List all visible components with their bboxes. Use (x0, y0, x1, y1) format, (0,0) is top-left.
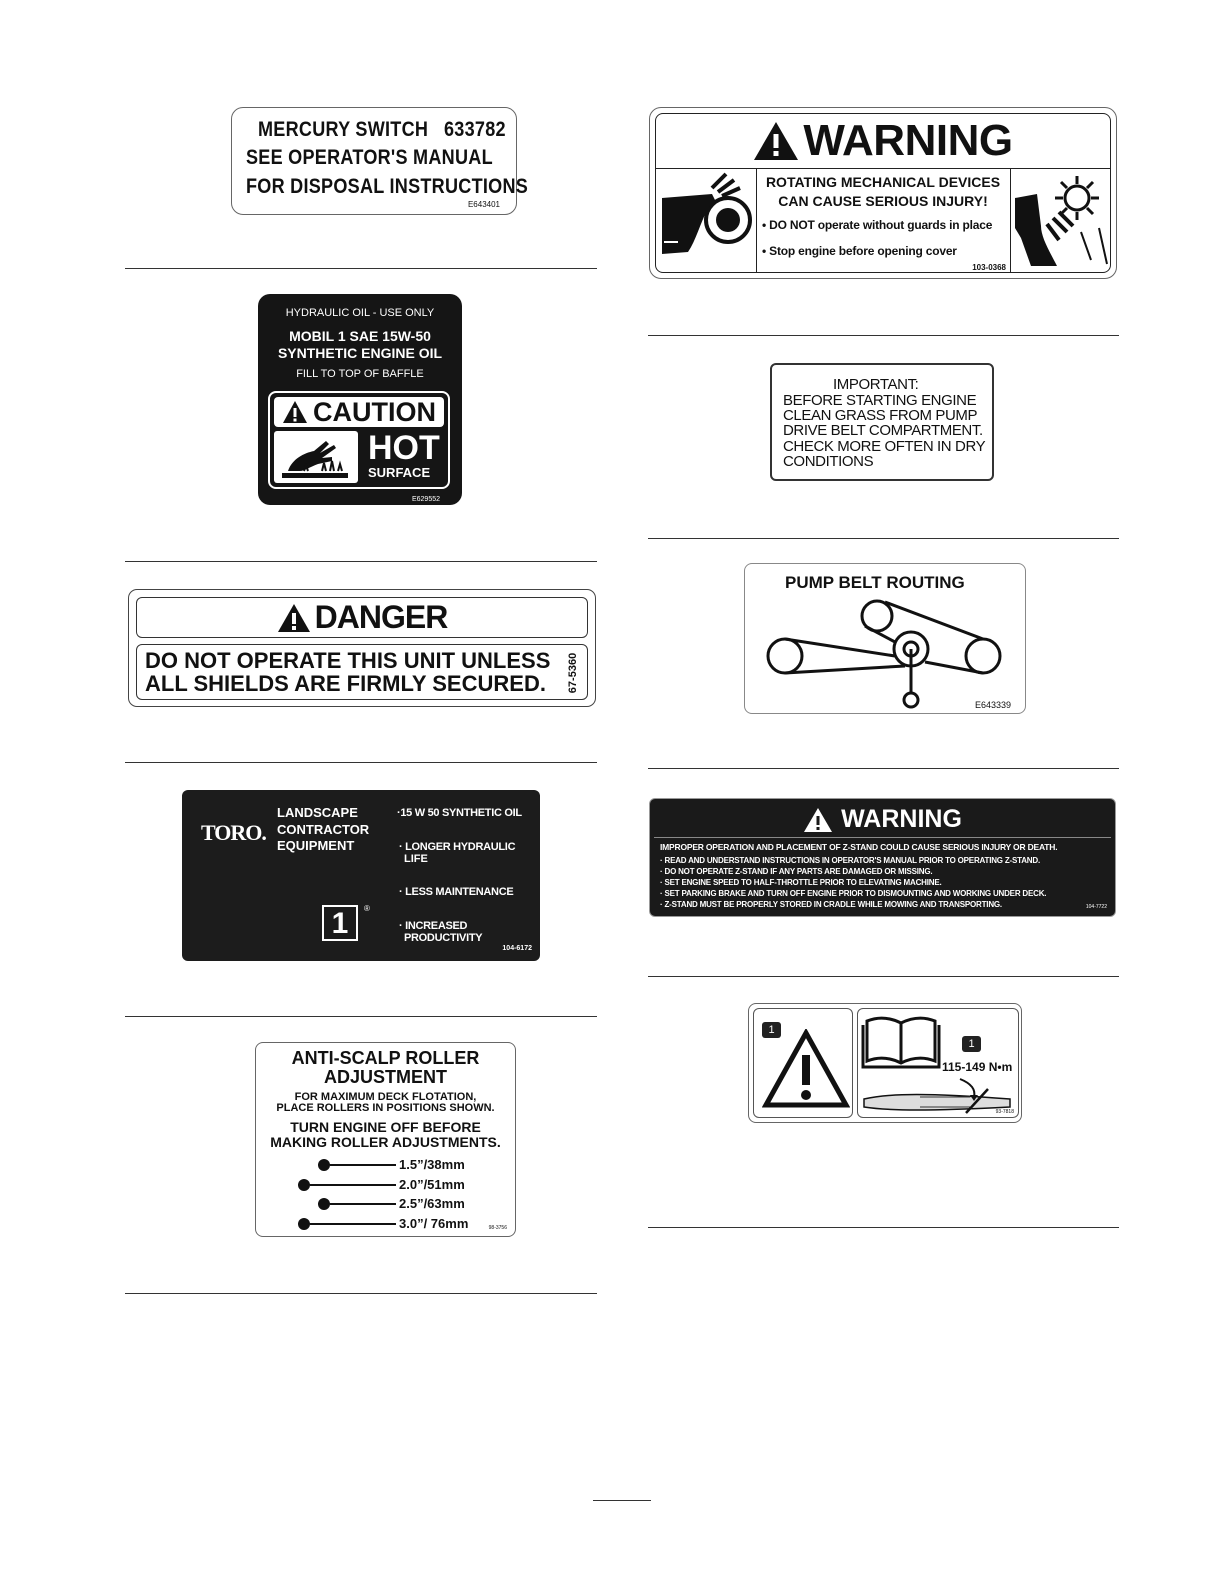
rotating-devices-warning-decal (649, 107, 1117, 279)
roller-position-label: 1.5”/38mm (399, 1157, 465, 1172)
divider (125, 561, 597, 562)
toro-bullet4b: PRODUCTIVITY (404, 932, 483, 944)
toro-bullet2b: LIFE (404, 853, 428, 865)
item-number-badge: 1 (962, 1036, 981, 1052)
roller-position (318, 1157, 465, 1172)
danger-shields-decal (128, 589, 596, 707)
warning-text-panel (756, 168, 1010, 272)
hot-surface-panel (274, 431, 358, 483)
divider (648, 335, 1119, 336)
cutting-blade-icon (1011, 168, 1111, 272)
important-line: CONDITIONS (783, 453, 874, 470)
zstand-bullet: · DO NOT OPERATE Z-STAND IF ANY PARTS ARE DAMAGED OR MISSING. (660, 867, 933, 876)
zstand-bullet: · SET ENGINE SPEED TO HALF-THROTTLE PRIOR TO ELEVATING MACHINE. (660, 878, 942, 887)
warning-label: WARNING (841, 805, 962, 833)
toro-title3: EQUIPMENT (277, 838, 355, 853)
toro-bullet4a: · INCREASED (399, 920, 468, 932)
danger-line2: ALL SHIELDS ARE FIRMLY SECURED. (145, 671, 546, 696)
toro-oil-decal (182, 790, 540, 961)
zstand-bullet: · SET PARKING BRAKE AND TURN OFF ENGINE PRIOR TO DISMOUNTING AND WORKING UNDER DECK. (660, 889, 1047, 898)
important-line: CLEAN GRASS FROM PUMP (783, 407, 978, 424)
surface-label: SURFACE (368, 465, 431, 480)
warning-line1: ROTATING MECHANICAL DEVICES (765, 174, 1001, 190)
roller-position-label: 2.0”/51mm (399, 1177, 465, 1192)
warning-label: WARNING (803, 116, 1013, 165)
hydraulic-oil-decal (258, 294, 462, 505)
anti-scalp-roller-decal (255, 1042, 516, 1237)
zstand-bullet: · Z-STAND MUST BE PROPERLY STORED IN CRADLE WHILE MOWING AND TRANSPORTING. (660, 900, 1002, 909)
hydraulic-line3: SYNTHETIC ENGINE OIL (277, 345, 443, 361)
blade-bolt-icon (860, 1077, 1016, 1117)
toro-bullet3: · LESS MAINTENANCE (399, 886, 514, 898)
roller-position-label: 3.0”/ 76mm (399, 1216, 469, 1231)
divider (125, 762, 597, 763)
belt-routing-diagram (745, 594, 1027, 714)
divider (125, 268, 597, 269)
caution-header (274, 397, 444, 427)
decal-part-number: E643339 (974, 700, 1011, 710)
roller-dot (298, 1218, 310, 1230)
important-cleaning-decal (770, 363, 994, 481)
divider (648, 976, 1119, 977)
roller-position (298, 1216, 468, 1231)
important-line: CHECK MORE OFTEN IN DRY (783, 438, 986, 455)
antiscalp-warn2: MAKING ROLLER ADJUSTMENTS. (270, 1134, 501, 1150)
divider (125, 1016, 597, 1017)
decal-part-number: 103-0368 (972, 263, 1006, 272)
antiscalp-title2: ADJUSTMENT (323, 1067, 447, 1087)
divider (648, 538, 1119, 539)
torque-value: 115-149 N•m (942, 1060, 1013, 1074)
roller-position (318, 1196, 465, 1211)
safety-alert-icon (762, 1029, 850, 1109)
warning-line2: CAN CAUSE SERIOUS INJURY! (778, 193, 988, 209)
decal-part-number: 67-5360 (566, 652, 579, 694)
torque-spec-decal (748, 1003, 1022, 1123)
hand-entanglement-panel (656, 168, 757, 272)
mercury-line1-left: MERCURY SWITCH (258, 118, 429, 141)
decal-part-number: 98-3756 (488, 1225, 507, 1231)
decal-part-number: 104-7722 (1085, 904, 1107, 910)
decal-part-number: 104-6172 (502, 945, 532, 952)
decal-part-number: 93-7818 (995, 1109, 1014, 1115)
important-line: DRIVE BELT COMPARTMENT. (783, 422, 983, 439)
antiscalp-sub2: PLACE ROLLERS IN POSITIONS SHOWN. (276, 1102, 495, 1114)
caution-label: CAUTION (313, 396, 436, 427)
antiscalp-warn1: TURN ENGINE OFF BEFORE (290, 1119, 481, 1135)
page-footer-rule (593, 1500, 651, 1501)
roller-position (298, 1177, 465, 1192)
warning-header (656, 114, 1110, 169)
hydraulic-line4: FILL TO TOP OF BAFFLE (296, 368, 424, 380)
warning-bullet2: • Stop engine before opening cover (762, 244, 957, 258)
pump-belt-routing-decal (744, 563, 1026, 714)
toro-bullet2a: · LONGER HYDRAULIC (399, 841, 516, 853)
mercury-line1-right: 633782 (444, 118, 506, 141)
mobil1-logo: 1 (322, 905, 358, 941)
warning-triangle-icon (277, 603, 311, 633)
operator-manual-icon (861, 1015, 941, 1069)
antiscalp-sub1: FOR MAXIMUM DECK FLOTATION, (294, 1091, 477, 1103)
item-number-badge: 1 (762, 1022, 781, 1038)
hydraulic-line2: MOBIL 1 SAE 15W-50 (289, 328, 431, 344)
mercury-line3: FOR DISPOSAL INSTRUCTIONS (246, 175, 529, 198)
z-stand-warning-decal (649, 798, 1116, 917)
pump-belt-title: PUMP BELT ROUTING (785, 573, 965, 592)
warning-bullet1: • DO NOT operate without guards in place (762, 218, 993, 232)
danger-line1: DO NOT OPERATE THIS UNIT UNLESS (145, 648, 551, 673)
danger-header (136, 597, 588, 638)
antiscalp-title1: ANTI-SCALP ROLLER (291, 1048, 480, 1068)
decal-part-number: E629552 (411, 496, 440, 503)
zstand-line1: IMPROPER OPERATION AND PLACEMENT OF Z-STAND COULD CAUSE SERIOUS INJURY OR DEATH. (660, 842, 1058, 852)
toro-brand-logo: TORO. (201, 820, 266, 845)
divider (648, 1227, 1119, 1228)
warning-triangle-icon (282, 400, 308, 424)
hand-entanglement-icon (656, 168, 756, 272)
hydraulic-line1: HYDRAULIC OIL - USE ONLY (285, 307, 435, 319)
burning-hand-icon (274, 431, 358, 483)
roller-dot (318, 1159, 330, 1171)
divider (125, 1293, 597, 1294)
torque-instructions-panel (857, 1008, 1019, 1118)
roller-dot (298, 1179, 310, 1191)
caution-symbol-panel (753, 1008, 853, 1118)
hot-label: HOT (368, 429, 440, 467)
zstand-bullet: · READ AND UNDERSTAND INSTRUCTIONS IN OPERATOR'S MANUAL PRIOR TO OPERATING Z-STAND. (660, 856, 1040, 865)
divider (648, 768, 1119, 769)
important-line: IMPORTANT: (833, 376, 919, 393)
registered-mark: ® (364, 904, 370, 913)
danger-message (136, 644, 588, 700)
toro-title1: LANDSCAPE (277, 805, 358, 820)
toro-bullet1: ·15 W 50 SYNTHETIC OIL (397, 807, 522, 819)
danger-label: DANGER (314, 599, 448, 635)
mercury-line2: SEE OPERATOR'S MANUAL (246, 146, 493, 169)
decal-part-number: E643401 (467, 200, 500, 209)
roller-position-label: 2.5”/63mm (399, 1196, 465, 1211)
toro-title2: CONTRACTOR (277, 822, 370, 837)
warning-triangle-icon (753, 121, 799, 161)
warning-triangle-icon (803, 807, 833, 833)
important-line: BEFORE STARTING ENGINE (783, 392, 977, 409)
caution-panel (268, 391, 450, 489)
hand-cut-panel (1010, 168, 1111, 272)
warning-header (654, 804, 1111, 835)
roller-dot (318, 1198, 330, 1210)
mercury-switch-decal (231, 107, 529, 215)
